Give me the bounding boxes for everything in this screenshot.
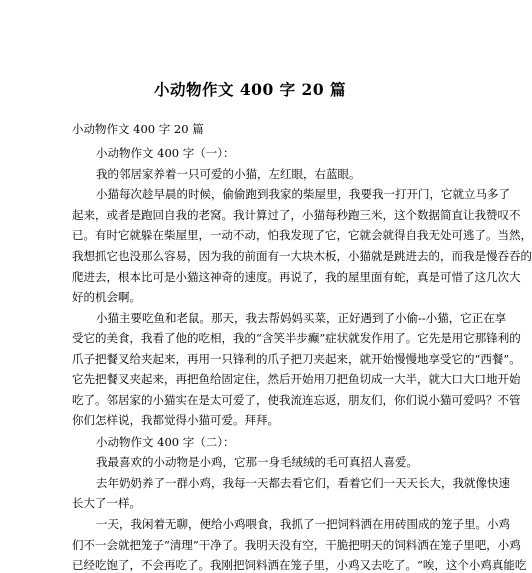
paragraph-line: 小猫主要吃鱼和老鼠。那天，我去帮妈妈买菜，正好遇到了小偷--小猫，它正在享 bbox=[96, 311, 507, 325]
subtitle-line: 小动物作文 400 字 20 篇 bbox=[72, 122, 204, 136]
paragraph-line: 我的邻居家养着一只可爱的小猫，左红眼，右蓝眼。 bbox=[96, 167, 361, 181]
paragraph-line: 它先把餐叉夹起来，再把鱼给固定住，然后开始用刀把鱼切成一大半，就大口大口地开始 bbox=[72, 372, 521, 386]
paragraph-line: 爪子把餐叉给夹起来，再用一只锋利的爪子把刀夹起来，就开始慢慢地享受它的“西餐”。 bbox=[72, 352, 521, 366]
paragraph-line: 爬进去，根本比可是小猫这神奇的速度。再说了，我的屋里面有蛇，真是可惜了这几次大 bbox=[72, 270, 521, 284]
paragraph-line: 一天，我闲着无聊，便给小鸡喂食，我抓了一把饲料洒在用砖围成的笼子里。小鸡 bbox=[96, 517, 510, 531]
paragraph-line: 已。有时它就躲在柴屋里，一动不动，怕我发现了它，它就会就得自我无处可逃了。当然， bbox=[72, 228, 532, 242]
paragraph-line: 长大了一样。 bbox=[72, 496, 141, 510]
paragraph-line: 起来，或者是跑回自我的老窝。我计算过了，小猫每秒跑三米，这个数据简直让我赞叹不 bbox=[72, 208, 521, 222]
paragraph-line: 你们怎样说，我都觉得小猫可爱。拜拜。 bbox=[72, 413, 279, 427]
paragraph-line: 吃了。邻居家的小猫实在是太可爱了，使我流连忘返，朋友们，你们说小猫可爱吗？不管 bbox=[72, 393, 521, 407]
paragraph-line: 去年奶奶养了一群小鸡，我每一天都去看它们，看着它们一天天长大，我就像快速 bbox=[96, 476, 510, 490]
paragraph-line: 我最喜欢的小动物是小鸡，它那一身毛绒绒的毛可真招人喜爱。 bbox=[96, 455, 418, 469]
section-heading-2: 小动物作文 400 字（二）： bbox=[96, 435, 235, 449]
paragraph-line: 已经吃饱了，不会再吃了。我刚把饲料洒在笼子里，小鸡又去吃了。“唉，这个小鸡真能吃 bbox=[72, 558, 527, 572]
paragraph-line: 受它的美食，我看了他的吃相，我的“含笑半步癫”症状就发作用了。它先是用它那锋利的 bbox=[72, 331, 521, 345]
section-heading-1: 小动物作文 400 字（一）： bbox=[96, 146, 235, 160]
document-title: 小动物作文 400 字 20 篇 bbox=[153, 80, 346, 99]
paragraph-line: 们不一会就把笼子“清理”干净了。我明天没有空，干脆把明天的饲料洒在笼子里吧，小鸡 bbox=[72, 538, 521, 552]
paragraph-line: 小猫每次趁早晨的时候，偷偷跑到我家的柴屋里，我要我一打开门，它就立马多了 bbox=[96, 187, 510, 201]
paragraph-line: 我想抓它也没那么容易，因为我的前面有一大块木板，小猫就是跳进去的，而我是慢吞吞的 bbox=[72, 249, 532, 263]
paragraph-line: 好的机会啊。 bbox=[72, 290, 141, 304]
